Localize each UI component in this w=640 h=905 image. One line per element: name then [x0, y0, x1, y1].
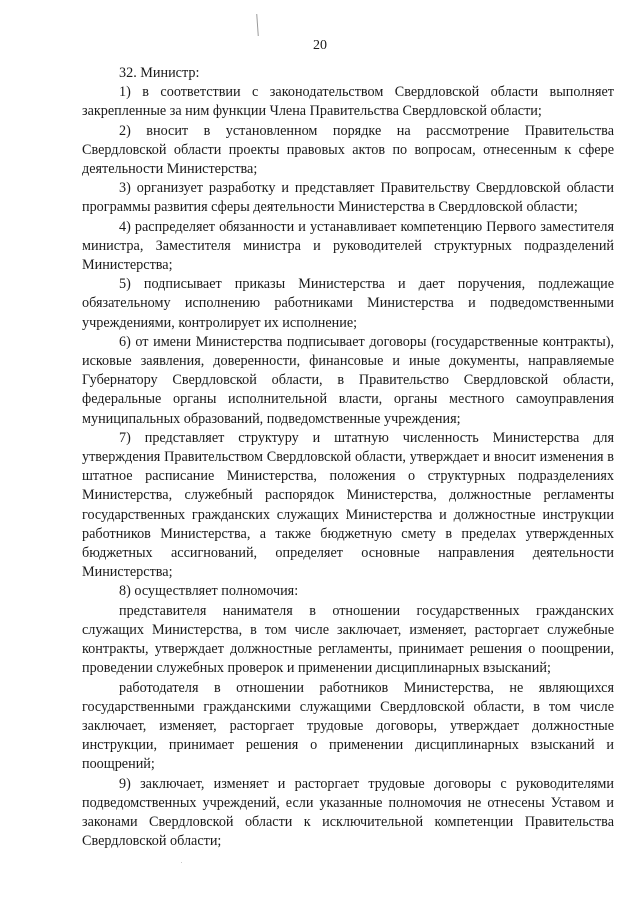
page-number: 20 [313, 38, 327, 53]
section-heading: 32. Министр: [119, 65, 200, 81]
paragraph: представителя нанимателя в отношении государственных гражданских служащих Министерства, в том числе заключает, изменяет, расторгает служебные контракты, утверждает должностные регламенты, принимает решения о поощрении, проведении служебных проверок и применении дисциплинарных взысканий; [82, 602, 614, 677]
paragraph: 5) подписывает приказы Министерства и дает поручения, подлежащие обязательному исполнению работниками Министерства и подведомственными учреждениями, контролирует их исполнение; [82, 276, 614, 331]
paragraph: 8) осуществляет полномочия: [119, 583, 299, 600]
paragraph: 3) организует разработку и представляет Правительству Свердловской области программы развития сферы деятельности Министерства в Свердловской области; [82, 180, 614, 216]
paragraph: 9) заключает, изменяет и расторгает трудовые договоры с руководителями подведомственных учреждений, если указанные полномочия не отнесены Уставом и законами Свердловской области к исключительной компетенции Правительства Свердловской области; [82, 775, 614, 850]
paragraph: 2) вносит в установленном порядке на рассмотрение Правительства Свердловской области проекты правовых актов по вопросам, отнесенным к сфере деятельности Министерства; [82, 122, 614, 178]
paragraph: 7) представляет структуру и штатную численность Министерства для утверждения Правительством Свердловской области, утверждает и вносит изменения в штатное расписание Министерства, положения о структурных подразделениях Министерства, служебный распорядок Министерства, должностные регламенты государственных гражданских служащих Министерства и должностные инструкции работников Министерства, а также бюджетную смету в пределах утвержденных бюджетных ассигнований, определяет основные направления деятельности Министерства; [82, 429, 614, 581]
paragraph: 1) в соответствии с законодательством Свердловской области выполняет закрепленные за ним функции Члена Правительства Свердловской области; [82, 84, 614, 120]
paragraph: 6) от имени Министерства подписывает договоры (государственные контракты), исковые заявления, доверенности, финансовые и иные документы, направляемые Губернатору Свердловской области, в Правительство Свердловской области, федеральные органы исполнительной власти, органы местного самоуправления муниципальных образований, подведомственные учреждения; [82, 333, 614, 427]
paragraph: работодателя в отношении работников Министерства, не являющихся государственными гражданскими служащими Свердловской области, в том числе заключает, изменяет, расторгает трудовые договоры, утверждает должностные инструкции, принимает решения о применении дисциплинарных взысканий и поощрений; [82, 679, 614, 773]
document-body [82, 64, 614, 851]
pen-mark [256, 14, 259, 36]
scan-speck [181, 862, 182, 863]
paragraph: 4) распределяет обязанности и устанавливает компетенцию Первого заместителя министра, Заместителя министра и руководителей структурных подразделений Министерства; [82, 218, 614, 274]
